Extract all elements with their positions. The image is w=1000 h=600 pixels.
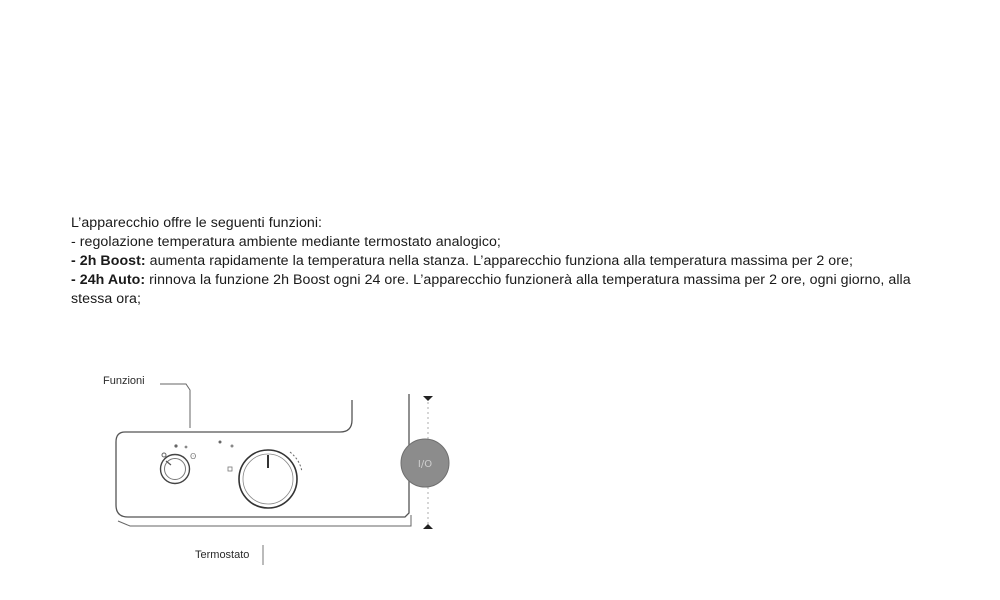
label-functions: Funzioni — [103, 375, 145, 387]
functions-leader-line — [160, 384, 190, 428]
intro-line: L’apparecchio offre le seguenti funzioni: — [71, 215, 323, 231]
indicator-dot-2 — [231, 445, 234, 448]
arrow-up-icon — [423, 524, 433, 529]
panel-outline — [190, 400, 352, 432]
power-button[interactable] — [401, 439, 449, 487]
thermostat-knob[interactable] — [239, 450, 302, 508]
item-label: 2h Boost: — [79, 253, 146, 269]
power-symbol-icon: I/O — [417, 459, 433, 470]
item-label: 24h Auto: — [79, 272, 146, 288]
item-text: aumenta rapidamente la temperatura nella stanza. L’apparecchio funziona alla temperatura massima per 2 ore; — [145, 253, 853, 269]
indicator-dot-1 — [219, 441, 222, 444]
panel-body-outline — [116, 394, 409, 517]
item-prefix: - — [71, 253, 80, 269]
svg-text:ʘ: ʘ — [190, 452, 197, 461]
label-thermostat: Termostato — [195, 549, 250, 561]
function-selector-knob[interactable] — [161, 444, 197, 483]
item-prefix: - — [71, 234, 80, 250]
arrow-down-icon — [423, 396, 433, 401]
item-prefix: - — [71, 272, 80, 288]
indicator-mark — [228, 467, 232, 471]
item-text: rinnova la funzione 2h Boost ogni 24 ore. L’apparecchio funzionerà alla temperatura massima per 2 ore, ogni giorno, alla stessa ora; — [71, 272, 911, 307]
item-text: regolazione temperatura ambiente mediante termostato analogico; — [79, 234, 501, 250]
